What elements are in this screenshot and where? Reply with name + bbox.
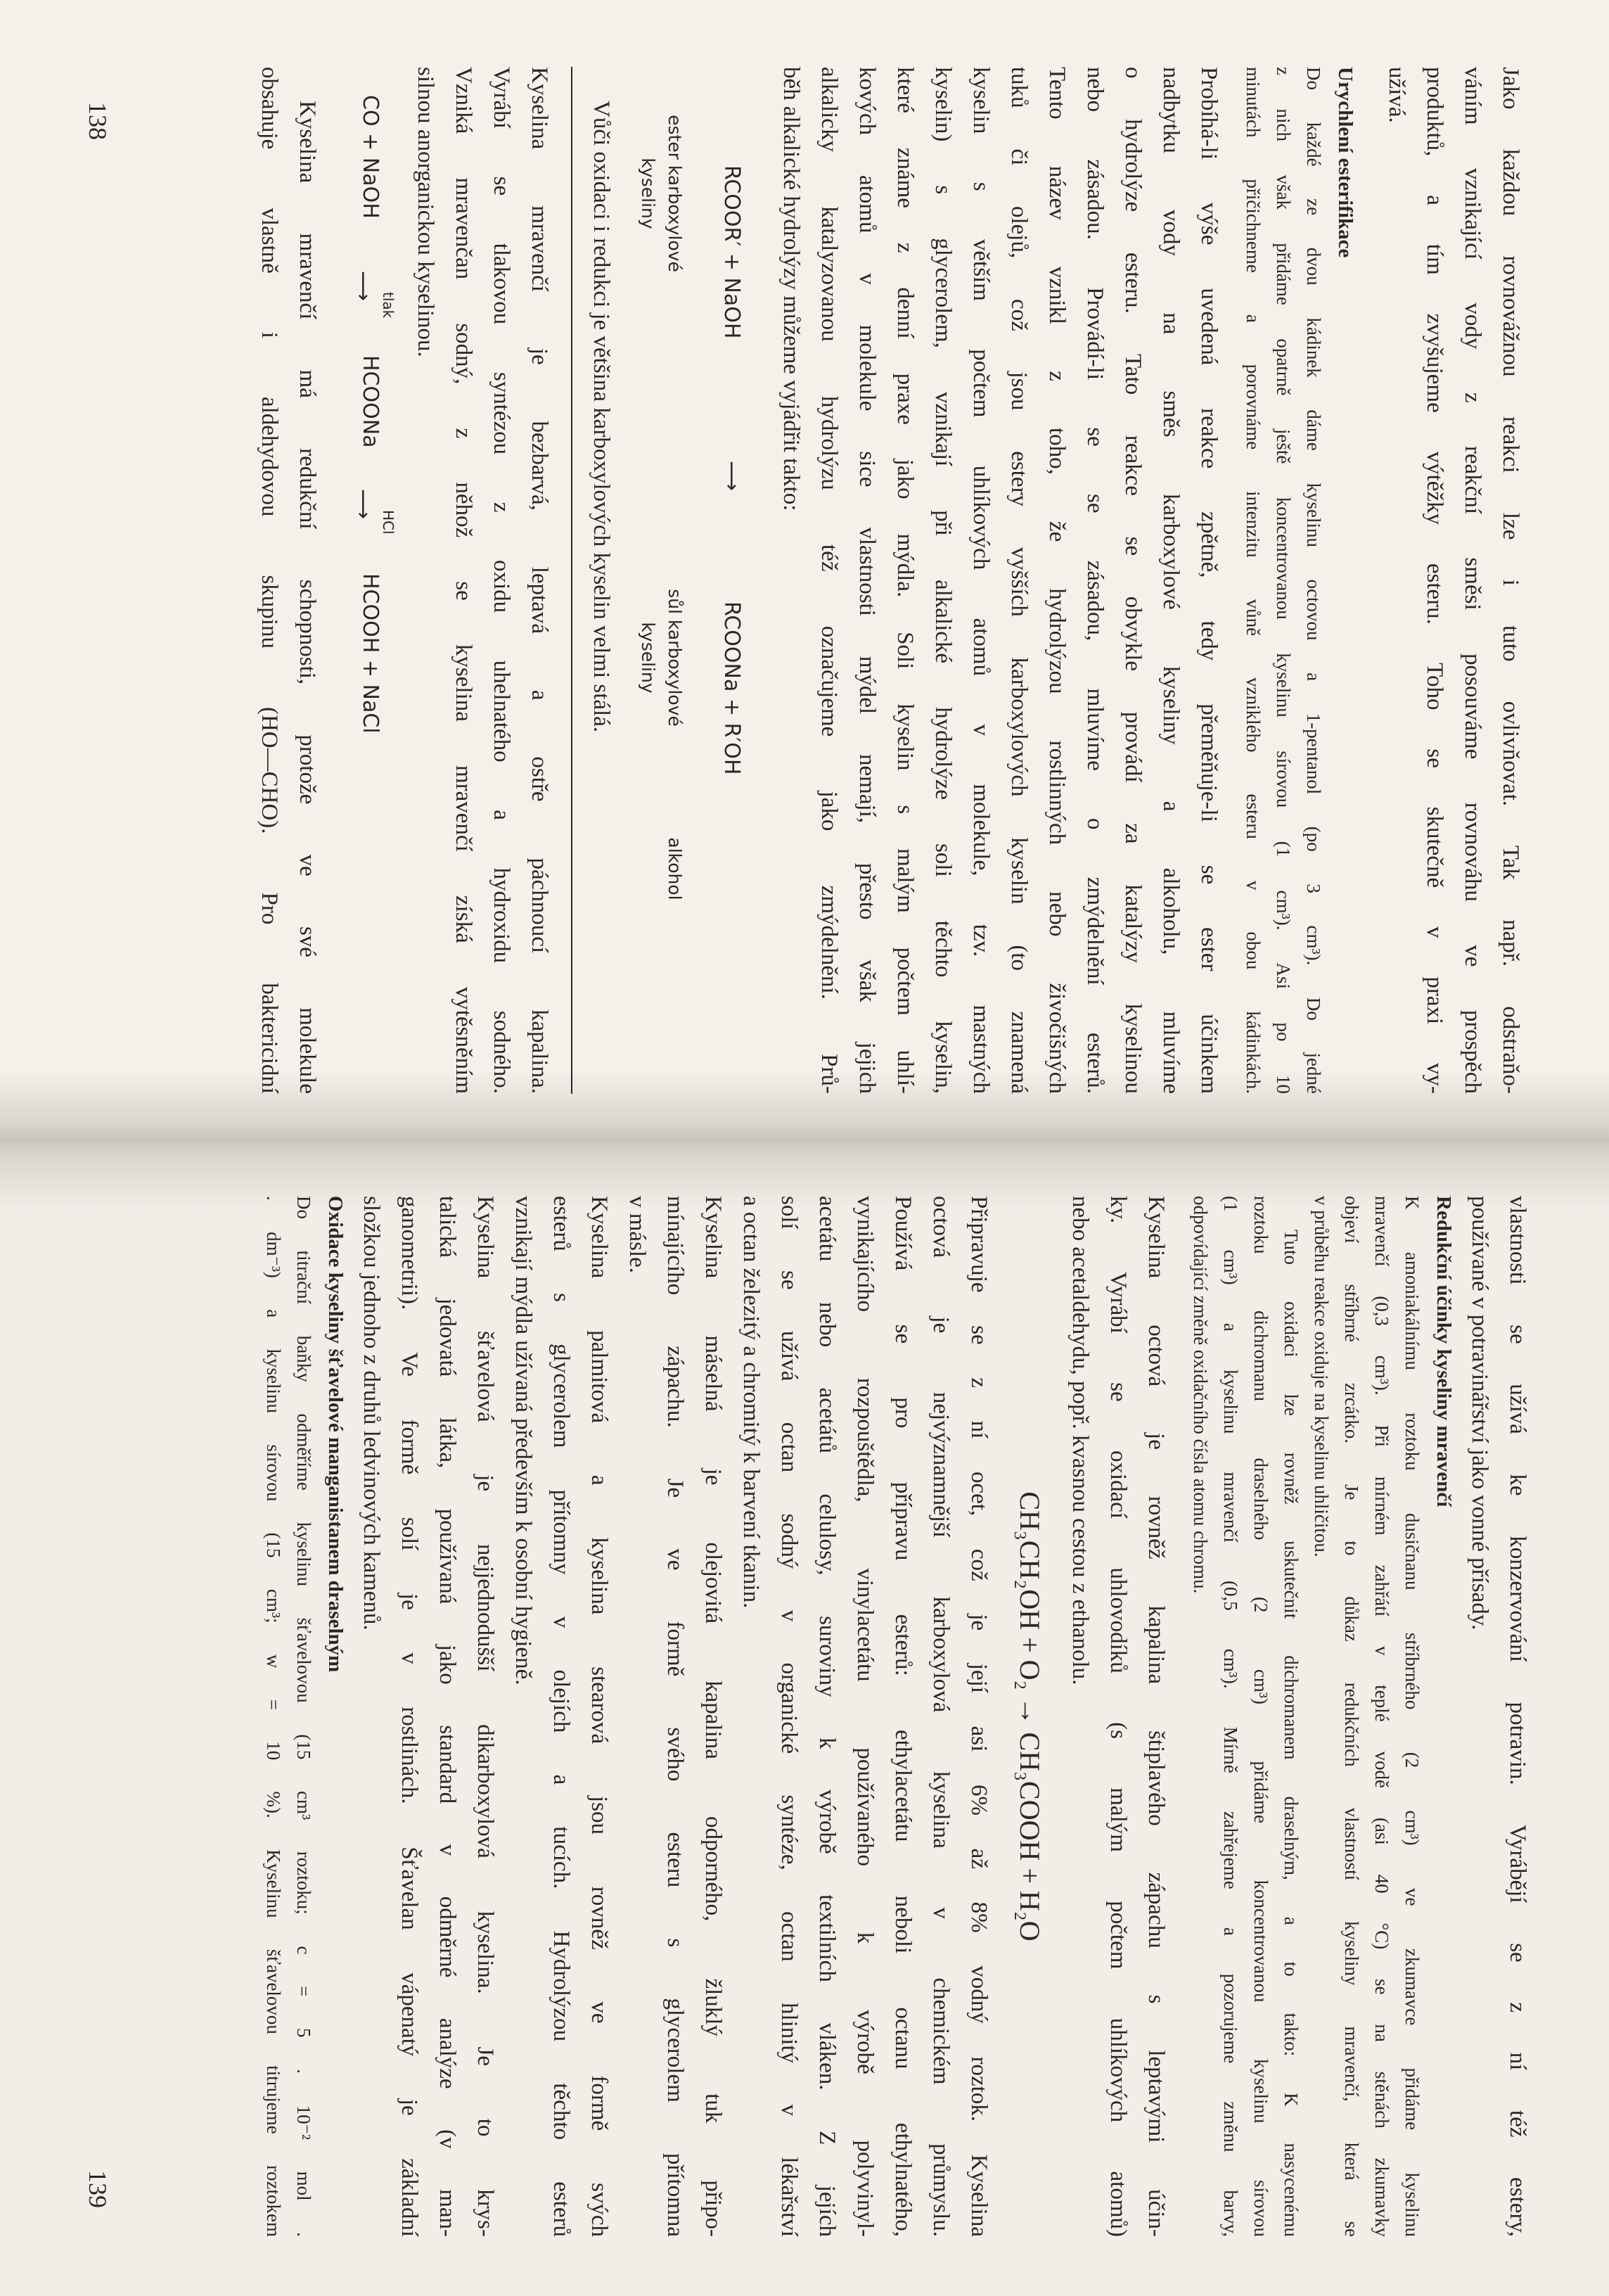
page-138 (123, 67, 1530, 1094)
label-ester: ester karboxylové kyseliny (638, 115, 685, 272)
text-line: odpovídající změně oxidačního čísla atomu chromu. (1190, 1196, 1211, 1594)
text-line: Tuto oxidaci lze rovněž uskutečnit dichromanem draselným, a to takto: K nasycenému (1281, 1230, 1302, 2237)
formic-acid-paragraph (406, 67, 558, 1094)
ethanol-oxidation-equation: CH₃CH₂OH + O₂ → CH₃COOH + H₂O (1014, 1491, 1046, 1941)
text-line: nebo acetaldehydu, popř. kvasnou cestou z ethanolu. (1068, 1196, 1093, 1685)
formic-acid-equation: CO + NaOH tlak ⟶ HCOONa HCl ⟶ HCOOH + NaCl (351, 95, 397, 734)
text-line: acetátu nebo acetátů celulosy, suroviny k výrobě textilních vláken. Z jejích (814, 1196, 840, 2237)
text-line: ky. Vyrábí se oxidací uhlovodíků (s malým počtem uhlíkových atomů) (1105, 1196, 1131, 2237)
text-line: Připravuje se z ní ocet, což je její asi 6% až 8% vodný roztok. Kyselina (966, 1196, 992, 2237)
text-line: používané v potravinářství jako vonné přísady. (1467, 1196, 1492, 1631)
text-line: vlastnosti se užívá ke konzervování potravin. Vyrábějí se z ní též estery, (1505, 1196, 1530, 2237)
eq2-cond2: HCl (380, 510, 397, 535)
text-line: užívá. (1384, 67, 1409, 123)
vinegar-paragraph (732, 1196, 998, 2237)
text-line: ganometrii). Ve formě solí je v rostlinách. Šťavelan vápenatý je základní (397, 1196, 422, 2237)
text-line: Tento název vznikl z toho, že hydrolýzou rostlinných nebo živočišných (1044, 67, 1070, 1094)
text-line: vznikají mýdla užívaná především k osobní hygieně. (511, 1196, 536, 1685)
text-line: silnou anorganickou kyselinou. (413, 67, 438, 357)
text-line: Vzniká mravenčan sodný, z něhož se kyselina mravenčí získá vytěsněním (451, 67, 476, 1094)
acetic-acid-paragraph (1061, 1196, 1175, 2237)
eq2-part1: CO + NaOH (358, 95, 383, 219)
oxalic-acid-paragraph (352, 1196, 504, 2237)
text-line: octová je nejvýznamnější karboxylová kyselina v chemickém průmyslu. (928, 1196, 954, 2237)
text-line: kyselin) s glycerolem, vznikají při alkalické hydrolýze soli těchto kyselin, (930, 67, 956, 1094)
text-line: solí se užívá octan sodný v organické syntéze, octan hlinitý v lékařství (776, 1196, 802, 2237)
intro-paragraph (1378, 67, 1530, 1094)
text-line: Kyselina máselná je olejovitá kapalina odporného, žluklý tuk připo- (700, 1196, 726, 2237)
text-line: Probíhá-li výše uvedená reakce zpětně, tedy přeměňuje-li se ester účinkem (1196, 67, 1222, 1094)
equation-labels (632, 67, 688, 1094)
text-line: Kyselina šťavelová je nejjednodušší dikarboxylová kyselina. Je to krys- (473, 1196, 498, 2237)
oxidation-sentence: Vůči oxidaci i redukci je většina karboxylových kyselin velmi stálá. (589, 101, 614, 733)
text-line: nebo zásadou. Provádí-li se se zásadou, mluvíme o zmýdelnění esterů. (1082, 67, 1108, 1094)
formic-acid-paragraph-2 (250, 67, 326, 1094)
palmitic-acid-paragraph (504, 1196, 618, 2237)
text-line: kových atomů v molekule sice vlastnosti mýdel nemají, přesto však jejich (854, 67, 880, 1094)
titration-heading: Oxidace kyseliny šťavelové manganistanem draselným (324, 1196, 347, 1673)
page-number-139: 139 (84, 2170, 112, 2208)
text-line: vynikajícího rozpouštědla, vinylacetátu používaného k výrobě polyvinyl- (852, 1196, 878, 2237)
page-number-138: 138 (84, 102, 112, 140)
hydrolysis-paragraph (772, 67, 1228, 1094)
text-line: které známe z denní praxe jako mýdla. Soli kyselin s malým počtem uhlí- (892, 67, 918, 1094)
text-line: kyselin s větším počtem uhlíkových atomů v molekule, tzv. mastných (968, 67, 994, 1094)
text-line: mravenčí (0,3 cm³). Při mírném zahřátí v teplé vodě (asi 40 °C) se na stěnách zkumavky (1371, 1196, 1392, 2237)
text-line: v másle. (624, 1196, 650, 1273)
text-line: objeví stříbrné zrcátko. Je to důkaz redukčních vlastností kyseliny mravenčí, která se (1341, 1196, 1362, 2237)
experiment-heading: Urychlení esterifikace (1334, 67, 1357, 258)
experiment-text (1238, 67, 1328, 1094)
text-line: složkou jednoho z druhů ledvinových kamenů. (359, 1196, 384, 1631)
equation-arrow: ⟶ (719, 461, 744, 492)
text-line: Kyselina palmitová a kyselina stearová jsou rovněž ve formě svých (586, 1196, 612, 2237)
reduction-experiment (1185, 1196, 1427, 2237)
text-line: z nich však přidáme opatrně ještě koncentrovanou kyselinu sírovou (1 cm³). Asi po 10 (1273, 67, 1294, 1094)
label-salt: sůl karboxylové kyseliny (638, 589, 685, 727)
text-line: Kyselina mravenčí má redukční schopnosti, protože ve své molekule (295, 101, 320, 1094)
eq2-cond1: tlak (380, 292, 397, 319)
text-line: Používá se pro přípravu esterů: ethylacetátu neboli octanu ethylnatého, (890, 1196, 916, 2237)
text-line: Jako každou rovnovážnou reakci lze i tuto ovlivňovat. Tak např. odstraňo- (1498, 67, 1523, 1094)
equation-right: RCOONa + R′OH (719, 601, 744, 775)
section-divider (571, 67, 572, 1094)
text-line: obsahuje vlastně i aldehydovou skupinu (HO—CHO). Pro baktericidní (257, 67, 282, 1094)
text-line: o hydrolýze esteru. Tato reakce se obvykle provádí za katalýzy kyselinou (1120, 67, 1146, 1094)
text-line: talická jedovatá látka, používaná jako standard v odměrné analýze (v man- (435, 1196, 460, 2237)
hydrolysis-equation (688, 67, 751, 1094)
text-line: Kyselina octová je rovněž kapalina štiplavého zápachu s leptavými účin- (1143, 1196, 1169, 2237)
text-line: (1 cm³) a kyselinu mravenčí (0,5 cm³). Mírně zahřejeme a pozorujeme změnu barvy, (1220, 1196, 1241, 2237)
text-line: Kyselina mravenčí je bezbarvá, leptavá a ostře páchnoucí kapalina. (527, 67, 552, 1094)
equation-left: RCOOR′ + NaOH (719, 165, 744, 339)
eq2-part3: HCOOH + NaCl (358, 573, 383, 734)
text-line: Vyrábí se tlakovou syntézou z oxidu uhelnatého a hydroxidu sodného. (489, 67, 514, 1094)
text-line: produktů, a tím zvyšujeme výtěžky esteru. Toho se skutečně v praxi vy- (1422, 67, 1447, 1094)
page-139 (102, 1196, 1537, 2237)
text-line: a octan železitý a chromitý k barvení tkanin. (738, 1196, 764, 1609)
text-line: tuků či olejů, což jsou estery vyšších karboxylových kyselin (to znamená (1006, 67, 1032, 1094)
text-line: nadbytku vody na směs karboxylové kyseliny a alkoholu, mluvíme (1158, 67, 1184, 1094)
titration-text (258, 1196, 319, 2237)
text-line: Do každé ze dvou kádinek dáme kyselinu octovou a 1-pentanol (po 3 cm³). Do jedné (1303, 67, 1324, 1094)
text-line: minutách přičichneme a porovnáme intenzitu vůně vzniklého esteru v obou kádinkách. (1243, 67, 1264, 1094)
eq2-part2: HCOONa (358, 355, 383, 448)
text-line: v průběhu reakce oxiduje na kyselinu uhličitou. (1311, 1196, 1332, 1557)
text-line: Do titrační baňky odměříme kyselinu šťavelovou (15 cm³ roztoku; c = 5 . 10⁻² mol . (293, 1196, 314, 2237)
label-alcohol: alkohol (665, 837, 685, 900)
text-line: mínajícího zápachu. Je ve formě svého esteru s glycerolem přítomna (662, 1196, 688, 2237)
text-line: váním vznikající vody z reakční směsi posouváme rovnováhu ve prospěch (1460, 67, 1485, 1094)
reduction-heading: Redukční účinky kyseliny mravenčí (1432, 1196, 1455, 1507)
text-line: K amoniakálnímu roztoku dusičnanu stříbrného (2 cm³) ve zkumavce přidáme kyselinu (1402, 1196, 1423, 2237)
text-line: roztoku dichromanu draselného (2 cm³) přidáme koncentrovanou kyselinu sírovou (1250, 1196, 1271, 2237)
text-line: esterů s glycerolem přítomny v olejích a tucích. Hydrolýzou těchto esterů (549, 1196, 574, 2237)
text-line: běh alkalické hydrolýzy můžeme vyjádřit takto: (778, 67, 804, 511)
text-line: alkalicky katalyzovanou hydrolýzu též označujeme jako zmýdelnění. Prů- (816, 67, 842, 1094)
text-line: . dm⁻³) a kyselinu sírovou (15 cm³; w = 10 %). Kyselinu šťavelovou titrujeme roztokem (263, 1196, 284, 2237)
butyric-acid-paragraph (618, 1196, 732, 2237)
